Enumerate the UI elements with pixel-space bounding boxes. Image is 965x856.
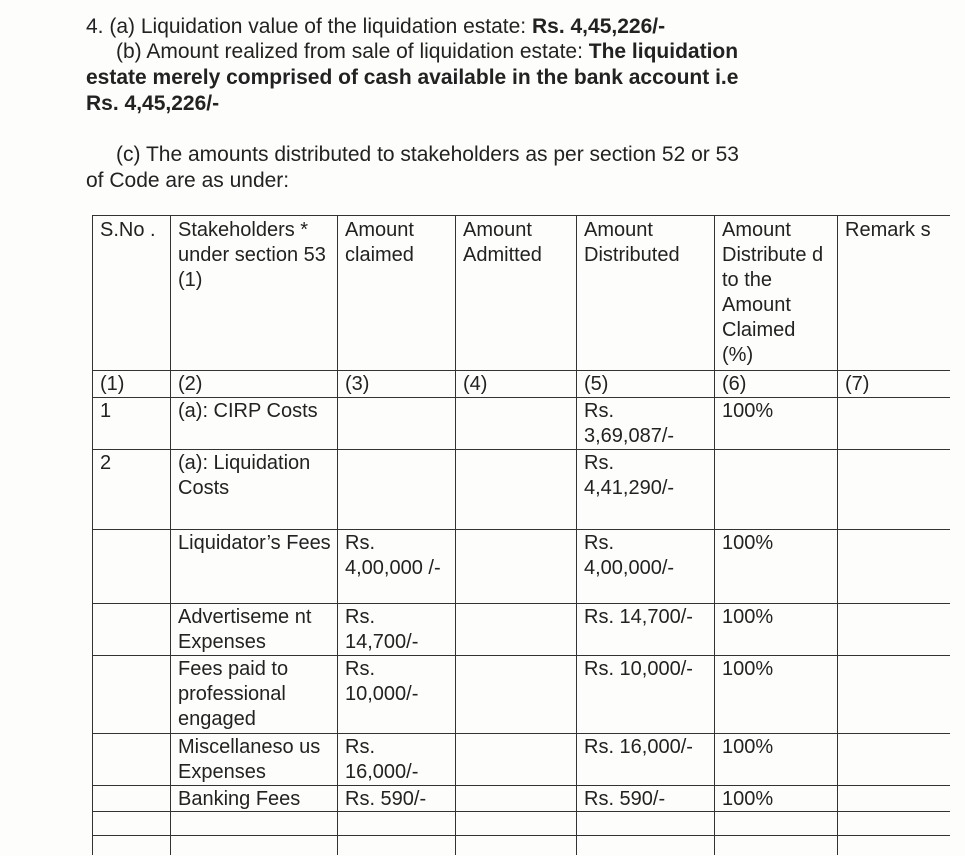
table-column-rule (455, 215, 456, 855)
table-cell-claimed: Rs. 16,000/- (345, 736, 419, 783)
table-cell-claimed: Rs. 10,000/- (345, 658, 419, 705)
table-rule (92, 733, 950, 734)
table-column-rule (576, 215, 577, 855)
table-cell-admitted (463, 813, 570, 835)
table-cell-pct: 100% (722, 658, 774, 680)
table-cell-pct (722, 451, 831, 529)
table-cell-distributed: Rs. 16,000/- (584, 736, 693, 758)
table-cell-distributed: Rs. 14,700/- (584, 606, 693, 628)
table-cell-pct: 100% (722, 788, 774, 810)
item-4c-line-1: (c) The amounts distributed to stakeholders as per section 52 or 53 (116, 143, 739, 166)
header-pct: Amount Distribute d to the Amount Claimed (%) (722, 219, 824, 366)
table-cell-remarks (845, 837, 944, 856)
table-column-rule (170, 215, 171, 855)
table-column-rule (837, 215, 838, 855)
table-cell-admitted (463, 399, 570, 449)
table-rule (92, 449, 950, 450)
table-cell-stakeholder (178, 837, 331, 856)
header-claimed: Amount claimed (345, 219, 414, 266)
table-cell-distributed (584, 813, 708, 835)
table-cell-sno (100, 837, 164, 856)
table-cell-pct: 100% (722, 532, 774, 554)
table-cell-sno (100, 813, 164, 835)
table-rule (92, 603, 950, 604)
table-cell-distributed: Rs. 3,69,087/- (584, 400, 675, 447)
table-cell-sno (100, 787, 164, 811)
table-cell-stakeholder: (a): Liquidation Costs (178, 452, 311, 499)
table-cell-stakeholder: Banking Fees (178, 788, 301, 810)
item-4b-value-3: Rs. 4,45,226/- (86, 92, 220, 115)
table-cell-pct: 100% (722, 606, 774, 628)
column-number-5: (5) (584, 373, 609, 395)
table-cell-remarks (845, 657, 944, 733)
table-cell-distributed: Rs. 10,000/- (584, 658, 693, 680)
table-cell-admitted (463, 451, 570, 529)
table-cell-sno (100, 531, 164, 603)
table-cell-pct (722, 837, 831, 856)
item-4b-value-1: The liquidation (588, 40, 739, 63)
table-cell-distributed (584, 837, 708, 856)
table-cell-admitted (463, 787, 570, 811)
table-column-rule (92, 215, 93, 855)
table-cell-remarks (845, 399, 944, 449)
table-cell-claimed (345, 399, 449, 449)
table-cell-distributed: Rs. 4,41,290/- (584, 452, 675, 499)
table-cell-sno: 1 (100, 400, 112, 422)
item-4a-value: Rs. 4,45,226/- (531, 15, 666, 38)
table-cell-sno (100, 605, 164, 655)
header-admitted: Amount Admitted (463, 219, 542, 266)
header-sno: S.No . (100, 219, 156, 241)
column-number-1: (1) (100, 373, 125, 395)
item-4a-label: 4. (a) Liquidation value of the liquidation estate: (86, 15, 527, 38)
table-column-rule (337, 215, 338, 855)
table-cell-sno: 2 (100, 452, 112, 474)
table-cell-remarks (845, 787, 944, 811)
table-cell-claimed (345, 837, 449, 856)
column-number-2: (2) (178, 373, 203, 395)
table-cell-claimed (345, 451, 449, 529)
table-cell-stakeholder: Miscellaneso us Expenses (178, 736, 321, 783)
column-number-4: (4) (463, 373, 488, 395)
table-cell-claimed: Rs. 14,700/- (345, 606, 419, 653)
column-number-3: (3) (345, 373, 370, 395)
header-remarks: Remark s (845, 219, 931, 241)
item-4b-value-2: estate merely comprised of cash available in the bank account i.e (86, 66, 739, 89)
table-cell-stakeholder: (a): CIRP Costs (178, 400, 318, 422)
table-cell-admitted (463, 657, 570, 733)
table-rule (92, 529, 950, 530)
table-cell-admitted (463, 837, 570, 856)
table-cell-admitted (463, 735, 570, 785)
table-cell-admitted (463, 531, 570, 603)
table-cell-sno (100, 657, 164, 733)
table-rule (92, 397, 950, 398)
table-rule (92, 370, 950, 371)
table-cell-remarks (845, 605, 944, 655)
table-cell-remarks (845, 451, 944, 529)
table-cell-stakeholder: Liquidator’s Fees (178, 532, 331, 554)
item-4a (86, 14, 665, 40)
table-cell-remarks (845, 531, 944, 603)
table-rule (92, 215, 950, 216)
table-cell-distributed: Rs. 4,00,000/- (584, 532, 675, 579)
table-cell-pct: 100% (722, 736, 774, 758)
item-4c-line-2: of Code are as under: (86, 169, 290, 192)
table-cell-remarks (845, 735, 944, 785)
table-rule (92, 655, 950, 656)
table-cell-stakeholder: Fees paid to professional engaged (178, 658, 289, 730)
table-cell-stakeholder (178, 813, 331, 835)
table-cell-pct (722, 813, 831, 835)
column-number-7: (7) (845, 373, 870, 395)
table-cell-admitted (463, 605, 570, 655)
table-rule (92, 785, 950, 786)
table-cell-distributed: Rs. 590/- (584, 788, 666, 810)
table-cell-remarks (845, 813, 944, 835)
table-cell-claimed: Rs. 590/- (345, 788, 427, 810)
table-cell-sno (100, 735, 164, 785)
table-cell-stakeholder: Advertiseme nt Expenses (178, 606, 312, 653)
table-rule (92, 811, 950, 812)
column-number-6: (6) (722, 373, 747, 395)
table-cell-claimed (345, 813, 449, 835)
header-stakeholders: Stakeholders * under section 53 (1) (178, 219, 326, 291)
table-rule (92, 835, 950, 836)
item-4b (116, 39, 738, 65)
item-4b-label: (b) Amount realized from sale of liquidation estate: (116, 40, 583, 63)
header-distributed: Amount Distributed (584, 219, 680, 266)
table-column-rule (714, 215, 715, 855)
table-cell-claimed: Rs. 4,00,000 /- (345, 532, 441, 579)
table-cell-pct: 100% (722, 400, 774, 422)
